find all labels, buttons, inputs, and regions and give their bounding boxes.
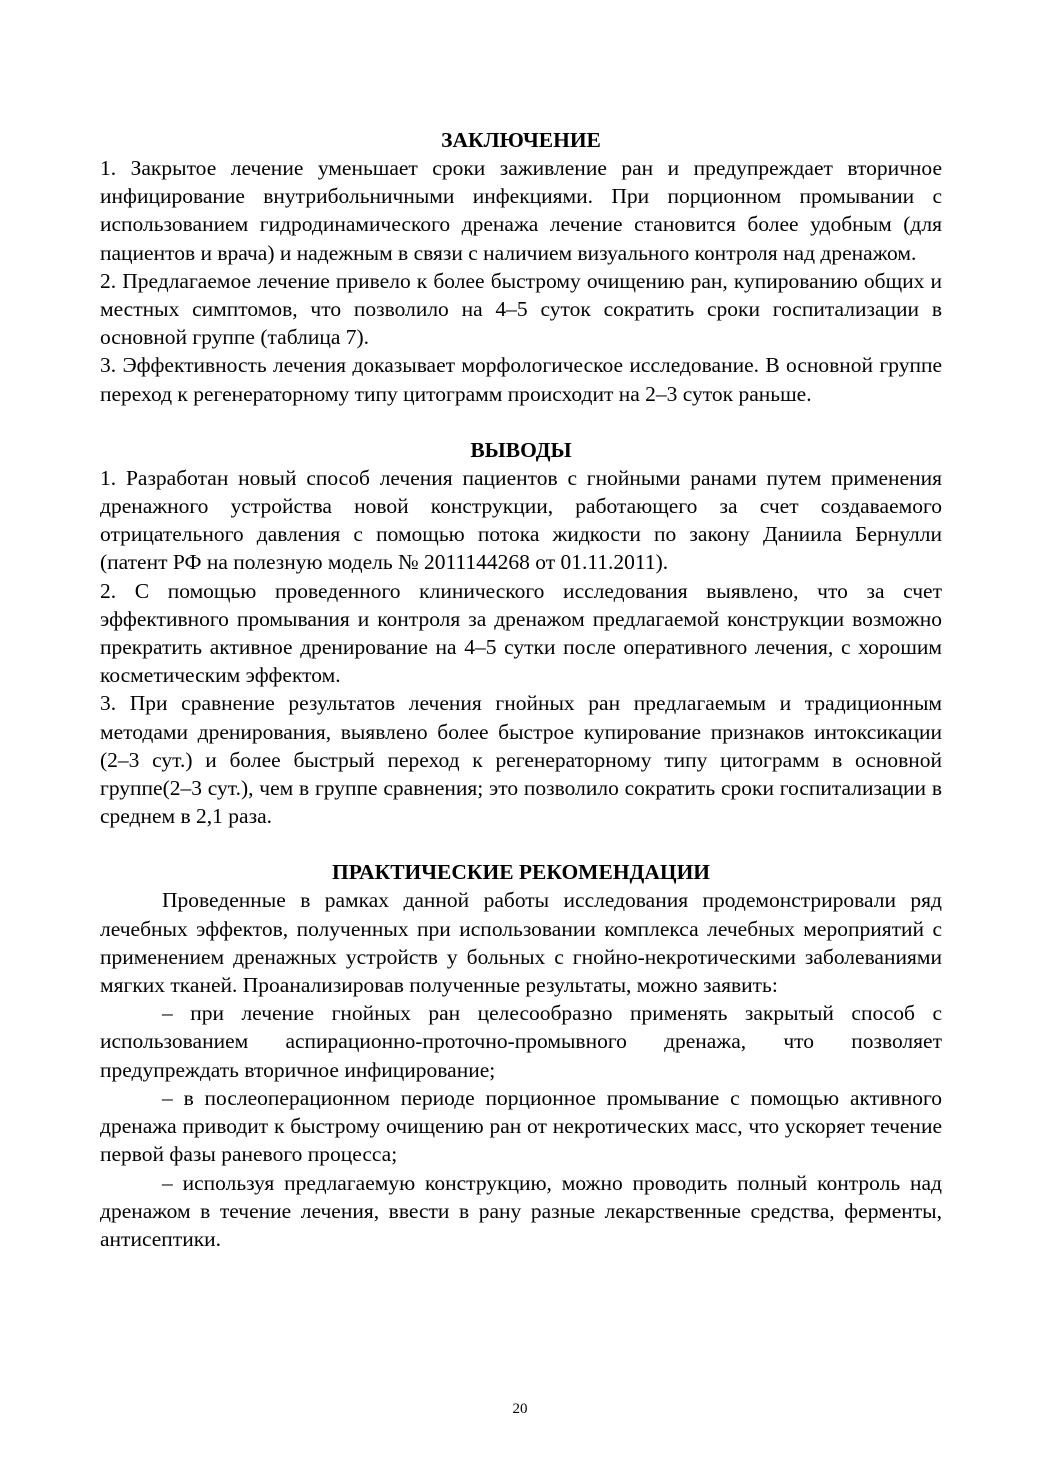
section-spacer xyxy=(100,830,942,858)
paragraph: – используя предлагаемую конструкцию, можно проводить полный контроль над дренажом в течение лечения, ввести в рану разные лекарственные средства, ферменты, антисептики. xyxy=(100,1170,942,1251)
section-title-recommendations: ПРАКТИЧЕСКИЕ РЕКОМЕНДАЦИИ xyxy=(331,860,711,885)
paragraph: Проведенные в рамках данной работы исследования продемонстрировали ряд лечебных эффектов, полученных при использовании комплекса лечебных мероприятий с применением дренажных устройств у больных с гнойно-некротическими заболеваниями мягких тканей. Проанализировав полученные результаты, можно заявить: xyxy=(100,888,942,998)
paragraph: 1. Разработан новый способ лечения пациентов с гнойными ранами путем применения дренажного устройства новой конструкции, работающего за счет создаваемого отрицательного давления с помощью потока жидкости по закону Даниила Бернулли (патент РФ на полезную модель № 2011144268 от 01.11.2011). xyxy=(100,465,942,575)
section-title-findings: ВЫВОДЫ xyxy=(470,437,572,462)
page-number: 20 xyxy=(512,1401,528,1417)
paragraph: 3. При сравнение результатов лечения гнойных ран предлагаемым и традиционным методами дренирования, выявлено более быстрое купирование признаков интоксикации (2–3 сут.) и более быстрый переход к регенераторному типу цитограмм в основной группе(2–3 сут.), чем в группе сравнения; это позволило сократить сроки госпитализации в среднем в 2,1 раза. xyxy=(100,691,942,829)
document-page xyxy=(100,126,942,1253)
paragraph: – в послеоперационном периоде порционное промывание с помощью активного дренажа приводит к быстрому очищению ран от некротических масс, что ускоряет течение первой фазы раневого процесса; xyxy=(100,1085,942,1167)
section-spacer xyxy=(100,408,942,436)
paragraph: 2. С помощью проведенного клинического исследования выявлено, что за счет эффективного промывания и контроля за дренажом предлагаемой конструкции возможно прекратить активное дренирование на 4–5 сутки после оперативного лечения, с хорошим косметическим эффектом. xyxy=(100,578,942,688)
paragraph: 3. Эффективность лечения доказывает морфологическое исследование. В основной группе переход к регенераторному типу цитограмм происходит на 2–3 суток раньше. xyxy=(100,353,942,406)
paragraph: 1. Закрытое лечение уменьшает сроки заживление ран и предупреждает вторичное инфицирование внутрибольничными инфекциями. При порционном промывании с использованием гидродинамического дренажа лечение становится более удобным (для пациентов и врача) и надежным в связи с наличием визуального контроля над дренажом. xyxy=(100,156,942,265)
paragraph: – при лечение гнойных ран целесообразно применять закрытый способ с использованием аспирационно-проточно-промывного дренажа, что позволяет предупреждать вторичное инфицирование; xyxy=(100,1001,942,1082)
paragraph: 2. Предлагаемое лечение привело к более быстрому очищению ран, купированию общих и местных симптомов, что позволило на 4–5 суток сократить сроки госпитализации в основной группе (таблица 7). xyxy=(100,268,942,350)
section-title-conclusion: ЗАКЛЮЧЕНИЕ xyxy=(441,128,601,152)
